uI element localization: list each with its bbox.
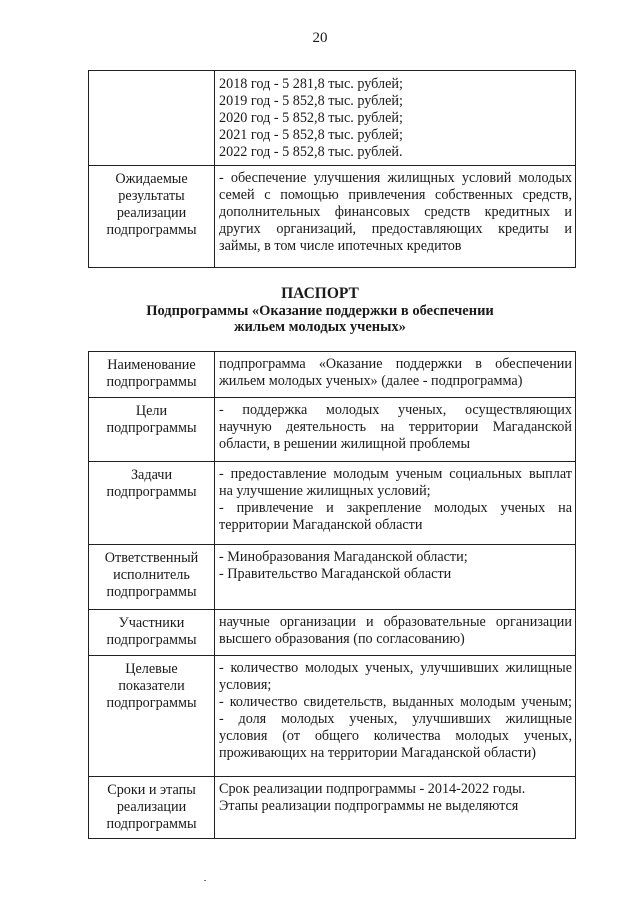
table-row: [89, 398, 576, 462]
funding-line: 2019 год - 5 852,8 тыс. рублей;: [219, 93, 403, 109]
row-label: Участники подпрограммы: [89, 610, 215, 656]
funding-line: 2021 год - 5 852,8 тыс. рублей;: [219, 127, 403, 143]
row-label: Ожидаемые результаты реализации подпрограммы: [89, 166, 215, 268]
funding-line: 2020 год - 5 852,8 тыс. рублей;: [219, 110, 403, 126]
passport-table: [88, 351, 576, 839]
table-row: [89, 610, 576, 656]
row-label: Задачи подпрограммы: [89, 462, 215, 545]
row-value: - количество молодых ученых, улучшивших жилищные условия; - количество свидетельств, выданных молодым ученым; - доля молодых ученых, улучшивших жилищные условия (от общего количества молодых ученых, проживающих на территории Магаданской области): [215, 656, 576, 777]
table-row: [89, 545, 576, 610]
row-value: Срок реализации подпрограммы - 2014-2022 годы. Этапы реализации подпрограммы не выделяются: [215, 777, 576, 839]
row-value: - поддержка молодых ученых, осуществляющих научную деятельность на территории Магаданской области, в решении жилищной проблемы: [215, 398, 576, 462]
row-label: Ответственный исполнитель подпрограммы: [89, 545, 215, 610]
table-row: [89, 462, 576, 545]
row-label: Цели подпрограммы: [89, 398, 215, 462]
passport-subtitle: Подпрограммы «Оказание поддержки в обеспечении жильем молодых ученых»: [146, 303, 494, 335]
table-row: [89, 777, 576, 839]
table-row: [89, 656, 576, 777]
table-row: [89, 352, 576, 398]
expected-results-cell: - обеспечение улучшения жилищных условий молодых семей с помощью привлечения собственных средств, дополнительных финансовых средств кредитных и других организаций, предоставляющих кредиты и займы, в том числе ипотечных кредитов: [215, 166, 576, 268]
funding-line: 2022 год - 5 852,8 тыс. рублей.: [219, 144, 403, 160]
funding-cell: [215, 71, 576, 166]
funding-table: [88, 70, 576, 268]
row-value: - предоставление молодым ученым социальных выплат на улучшение жилищных условий; - привлечение и закрепление молодых ученых на территории Магаданской области: [215, 462, 576, 545]
row-label: Сроки и этапы реализации подпрограммы: [89, 777, 215, 839]
passport-title: ПАСПОРТ: [281, 285, 359, 302]
row-value: подпрограмма «Оказание поддержки в обеспечении жильем молодых ученых» (далее - подпрограмма): [215, 352, 576, 398]
table-row: [89, 71, 576, 166]
funding-line: 2018 год - 5 281,8 тыс. рублей;: [219, 76, 403, 92]
table-row: [89, 166, 576, 268]
page-number: 20: [312, 30, 328, 46]
row-value: научные организации и образовательные организации высшего образования (по согласованию): [215, 610, 576, 656]
scan-speck: [204, 880, 206, 881]
row-label: Наименование подпрограммы: [89, 352, 215, 398]
row-value: - Минобразования Магаданской области; - Правительство Магаданской области: [215, 545, 576, 610]
row-label: Целевые показатели подпрограммы: [89, 656, 215, 777]
empty-label-cell: [89, 71, 215, 166]
